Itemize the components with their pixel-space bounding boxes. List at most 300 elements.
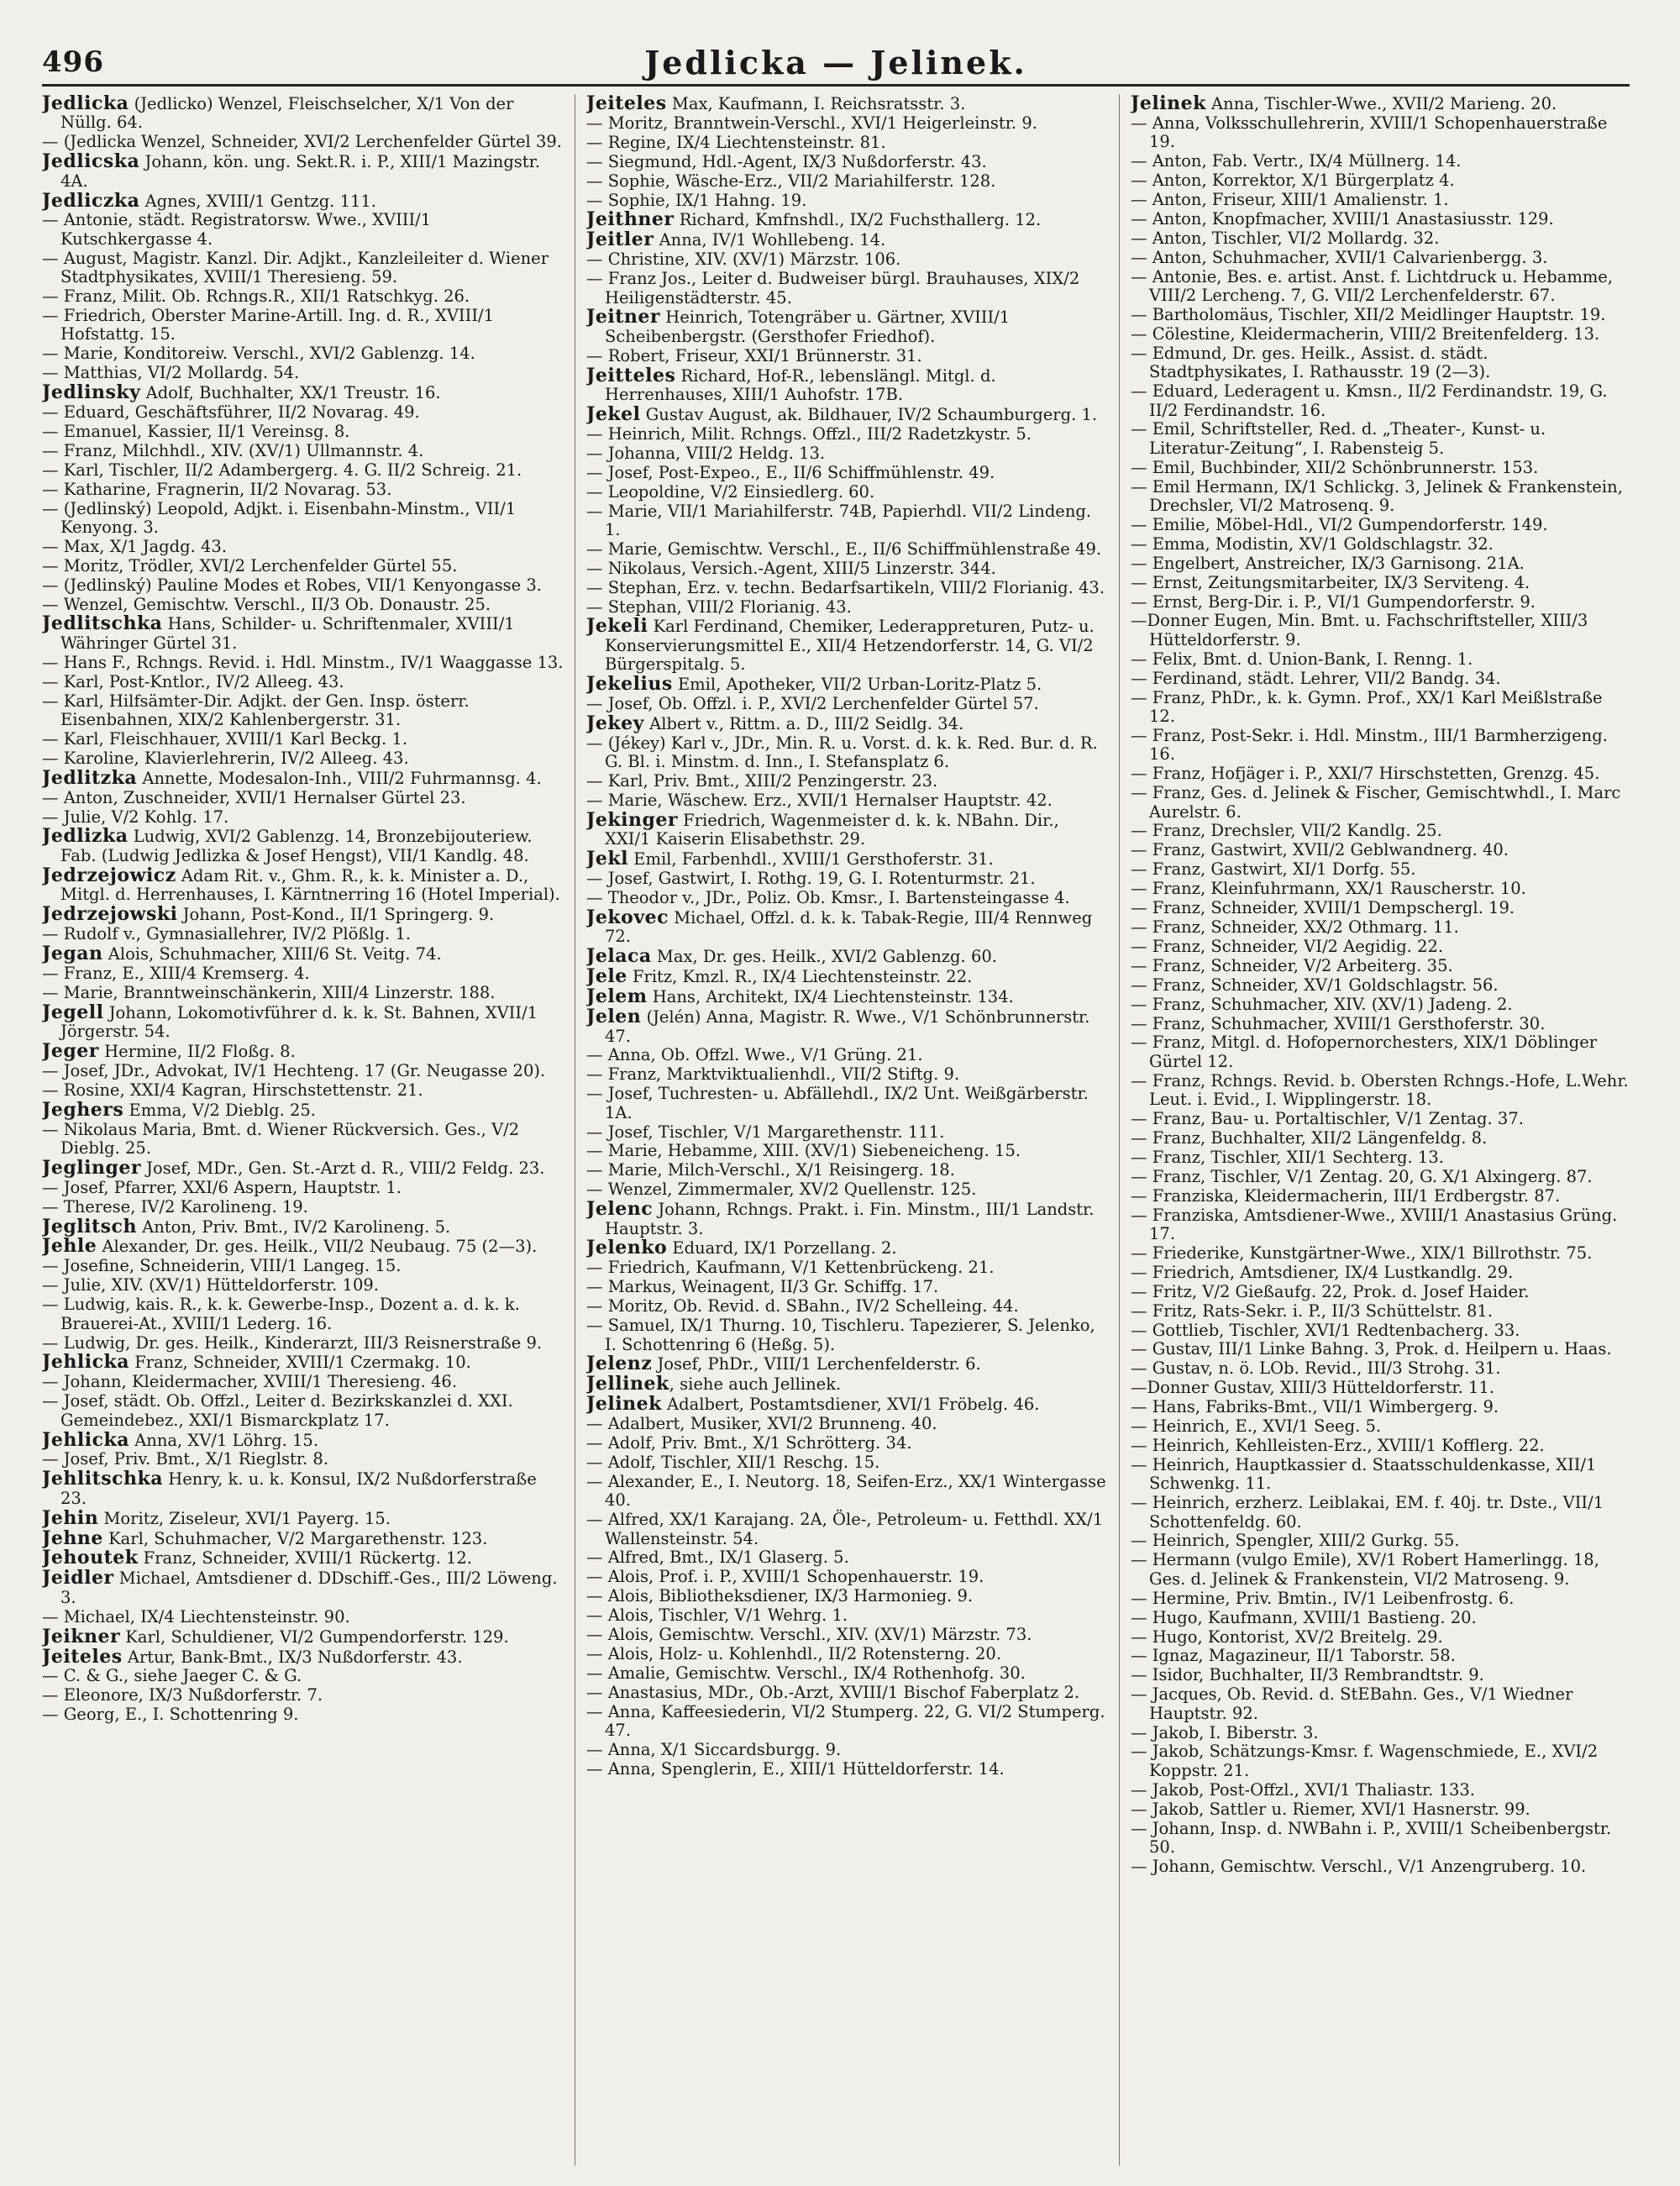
entry-surname: Jelenc [586, 1198, 654, 1221]
entry-text: — Marie, Branntweinschänkerin, XIII/4 Linzerstr. 188. [42, 982, 496, 1002]
entry-text: — Anton, Schuhmacher, XVII/1 Calvarienbergg. 3. [1131, 247, 1548, 267]
entry-text: — Leopoldine, V/2 Einsiedlerg. 60. [586, 481, 875, 502]
directory-entry [586, 1142, 1109, 1160]
entry-text: Anna, Tischler-Wwe., XVII/2 Marieng. 20. [1205, 94, 1557, 113]
entry-text: — Fritz, Rats-Sekr. i. P., II/3 Schüttelstr. 81. [1131, 1301, 1494, 1321]
entry-text: Anna, IV/1 Wohllebeng. 14. [654, 230, 886, 250]
directory-entry [1131, 478, 1630, 516]
directory-entry [42, 827, 564, 865]
directory-entry [42, 1450, 564, 1469]
directory-entry [1131, 1187, 1630, 1206]
directory-entry [42, 1428, 564, 1451]
directory-entry [586, 114, 1109, 133]
entry-text: — Josef, JDr., Advokat, IV/1 Hechteng. 17 (Gr. Neugasse 20). [42, 1060, 546, 1080]
directory-entry [586, 192, 1109, 210]
entry-text: — Jakob, Schätzungs-Kmsr. f. Wagenschmiede, E., XVI/2 Koppstr. 21. [1131, 1742, 1599, 1780]
column-3 [1131, 94, 1630, 2166]
directory-entry [586, 1065, 1109, 1084]
entry-text: Anton, Priv. Bmt., IV/2 Karolineng. 5. [136, 1216, 451, 1237]
entry-text: — Michael, IX/4 Liechtensteinstr. 90. [42, 1606, 350, 1626]
entry-surname: Jeger [42, 1039, 99, 1062]
entry-text: — Stephan, VIII/2 Florianig. 43. [586, 596, 852, 617]
directory-entry [586, 1760, 1109, 1779]
entry-text: Emil, Apotheker, VII/2 Urban-Loritz-Platz 5. [672, 675, 1042, 695]
directory-entry [42, 1003, 564, 1042]
entry-surname: Jekeli [586, 615, 648, 638]
entry-text: Emil, Farbenhdl., XVIII/1 Gersthoferstr. 31. [628, 849, 994, 870]
entry-text: — Gottlieb, Tischler, XVI/1 Redtenbacherg. 33. [1131, 1320, 1520, 1340]
entry-text: — Josef, Gastwirt, I. Rothg. 19, G. I. Rotenturmstr. 21. [586, 869, 1036, 889]
column-divider [1119, 94, 1120, 2166]
entry-text: Artur, Bank-Bmt., IX/3 Nußdorferstr. 43. [122, 1647, 463, 1667]
entry-text: Karl Ferdinand, Chemiker, Lederappreturen, Putz- u. Konservierungsmittel E., XII/4 Hetzendorferstr. 14, G. VI/2 Bürgerspitalg. 5. [605, 617, 1095, 675]
entry-text: — Karl, Fleischhauer, XVIII/1 Karl Beckg. 1. [42, 728, 408, 749]
directory-entry [42, 364, 564, 382]
entry-surname: Jeithner [586, 208, 675, 231]
directory-entry [42, 692, 564, 730]
directory-entry [1131, 191, 1630, 209]
directory-entry [586, 1415, 1109, 1433]
entry-text: Max, Dr. ges. Heilk., XVI/2 Gablenzg. 60. [651, 947, 997, 967]
entry-text: Alois, Schuhmacher, XIII/6 St. Veitg. 74. [102, 943, 442, 964]
entry-text: — Adolf, Priv. Bmt., X/1 Schrötterg. 34. [586, 1433, 912, 1453]
entry-text: Alexander, Dr. ges. Heilk., VII/2 Neubaug. 75 (2—3). [97, 1237, 538, 1257]
entry-surname: Jedlizka [42, 825, 129, 848]
entry-text: — Franz, Milit. Ob. Rchngs.R., XII/1 Ratschkyg. 26. [42, 286, 470, 307]
entry-text: — Franz, Buchhalter, XII/2 Längenfeldg. 8. [1131, 1127, 1488, 1148]
directory-entry [586, 540, 1109, 559]
entry-text: — Josef, Pfarrer, XXI/6 Aspern, Hauptstr. 1. [42, 1177, 402, 1197]
directory-entry [1131, 1398, 1630, 1416]
directory-entry [1131, 1129, 1630, 1148]
directory-entry [586, 172, 1109, 191]
entry-text: Johann, Rchngs. Prakt. i. Fin. Minstm., III/1 Landstr. Hauptstr. 3. [605, 1200, 1095, 1238]
entry-text: Gustav August, ak. Bildhauer, IV/2 Schaumburgerg. 1. [640, 405, 1098, 424]
directory-entry [1131, 516, 1630, 534]
entry-text: — Josef, Priv. Bmt., X/1 Rieglstr. 8. [42, 1449, 329, 1469]
directory-entry [1131, 249, 1630, 267]
directory-entry [586, 134, 1109, 152]
directory-entry [42, 789, 564, 807]
entry-text: — Hugo, Kontorist, XV/2 Breitelg. 29. [1131, 1626, 1443, 1647]
directory-entry [42, 211, 564, 249]
page-header [42, 40, 1630, 91]
directory-entry [586, 1645, 1109, 1663]
directory-entry [1131, 1628, 1630, 1647]
entry-text: — Nikolaus, Versich.-Agent, XIII/5 Linzerstr. 344. [586, 558, 996, 578]
directory-entry [586, 153, 1109, 171]
directory-entry [42, 1353, 564, 1372]
entry-text: — Therese, IV/2 Karolineng. 19. [42, 1196, 308, 1216]
entry-text: , siehe auch Jellinek. [669, 1374, 842, 1395]
entry-text: — Franz, Hofjäger i. P., XXI/7 Hirschstetten, Grenzg. 45. [1131, 764, 1600, 784]
directory-entry [42, 1667, 564, 1685]
entry-text: — Engelbert, Anstreicher, IX/3 Garnisong. 21A. [1131, 553, 1525, 573]
directory-entry [42, 423, 564, 441]
directory-entry [1131, 1456, 1630, 1494]
entry-surname: Jele [586, 965, 627, 988]
directory-entry [586, 1161, 1109, 1180]
directory-entry [42, 287, 564, 306]
directory-entry [586, 947, 1109, 966]
entry-text: — Stephan, Erz. v. techn. Bedarfsartikeln, VIII/2 Florianig. 43. [586, 577, 1105, 597]
entry-text: — Isidor, Buchhalter, II/3 Rembrandtstr. 9. [1131, 1665, 1484, 1685]
entry-text: Johann, Post-Kond., II/1 Springerg. 9. [177, 905, 495, 925]
directory-entry [586, 425, 1109, 444]
entry-text: — Karl, Hilfsämter-Dir. Adjkt. der Gen. Insp. österr. Eisenbahnen, XIX/2 Kahlenbergerstr. 31. [42, 691, 470, 729]
directory-entry [1131, 1168, 1630, 1186]
directory-entry [1131, 1494, 1630, 1532]
entry-text: — Rosine, XXI/4 Kagran, Hirschstettenstr. 21. [42, 1080, 423, 1100]
directory-entry [586, 366, 1109, 405]
entry-surname: Jedlitschka [42, 612, 163, 635]
entry-text: — Friedrich, Amtsdiener, IX/4 Lustkandlg. 29. [1131, 1262, 1514, 1282]
directory-entry [1131, 1647, 1630, 1665]
entry-text: — Anton, Tischler, VI/2 Mollardg. 32. [1131, 228, 1440, 248]
entry-surname: Jeglitsch [42, 1215, 137, 1238]
directory-entry [42, 673, 564, 691]
directory-entry [586, 1259, 1109, 1277]
entry-text: Max, Kaufmann, I. Reichsratsstr. 3. [666, 94, 966, 113]
directory-entry [1131, 593, 1630, 612]
entry-surname: Jekl [586, 848, 629, 870]
directory-entry [586, 908, 1109, 947]
directory-entry [586, 1316, 1109, 1354]
entry-text: Emma, V/2 Dieblg. 25. [123, 1100, 316, 1120]
entry-text: (Jedlicko) Wenzel, Fleischselcher, X/1 Von der Nüllg. 64. [60, 94, 514, 133]
directory-entry [586, 464, 1109, 482]
directory-entry [1131, 1724, 1630, 1742]
directory-entry [42, 1257, 564, 1275]
entry-surname: Jeitner [586, 306, 661, 328]
entry-text: — Jacques, Ob. Revid. d. StEBahn. Ges., V/1 Wiedner Hauptstr. 92. [1131, 1684, 1573, 1723]
entry-text: — Johanna, VIII/2 Heldg. 13. [586, 443, 826, 463]
entry-text: — (Jékey) Karl v., JDr., Min. R. u. Vorst. d. k. k. Red. Bur. d. R. G. Bl. i. Minstm. d. Inn., I. Stefansplatz 6. [586, 733, 1098, 772]
entry-text: Adam Rit. v., Ghm. R., k. k. Minister a. D., Mitgl. d. Herrenhauses, I. Kärntnerring 16 (Hotel Imperial). [60, 865, 560, 905]
entry-text: — Jakob, Sattler u. Riemer, XVI/1 Hasnerstr. 99. [1131, 1799, 1530, 1819]
entry-text: — Jakob, I. Biberstr. 3. [1131, 1722, 1319, 1742]
directory-entry [42, 730, 564, 749]
entry-surname: Jeghers [42, 1098, 124, 1121]
directory-entry [586, 1587, 1109, 1605]
directory-entry [586, 1200, 1109, 1238]
entry-text: Hermine, II/2 Floßg. 8. [98, 1041, 296, 1061]
directory-entry [586, 94, 1109, 113]
entry-text: Eduard, IX/1 Porzellang. 2. [667, 1238, 897, 1259]
directory-entry [42, 596, 564, 614]
entry-text: — Wenzel, Zimmermaler, XV/2 Quellenstr. 125. [586, 1180, 977, 1200]
entry-text: Josef, PhDr., VIII/1 Lerchenfelderstr. 6. [652, 1354, 981, 1374]
entry-text: — Eleonore, IX/3 Nußdorferstr. 7. [42, 1685, 323, 1705]
entry-text: — Ludwig, Dr. ges. Heilk., Kinderarzt, III/3 Reisnerstraße 9. [42, 1332, 543, 1353]
entry-text: — Friedrich, Kaufmann, V/1 Kettenbrückeng. 21. [586, 1258, 995, 1278]
directory-entry [1131, 1206, 1630, 1244]
directory-entry [42, 1121, 564, 1159]
entry-surname: Jedlicka [42, 94, 129, 114]
directory-entry [1131, 1033, 1630, 1071]
directory-entry [42, 1373, 564, 1391]
entry-text: — Karoline, Klavierlehrerin, IV/2 Alleeg. 43. [42, 748, 409, 768]
entry-text: — Anastasius, MDr., Ob.-Arzt, XVIII/1 Bischof Faberplatz 2. [586, 1682, 1080, 1702]
entry-text: — Samuel, IX/1 Thurng. 10, Tischleru. Tapezierer, S. Jelenko, I. Schottenring 6 (Heßg. 5). [586, 1316, 1095, 1354]
directory-entry [1131, 535, 1630, 554]
directory-entry [1131, 554, 1630, 573]
directory-entry [586, 347, 1109, 365]
directory-entry [1131, 957, 1630, 975]
entry-text: — Ernst, Zeitungsmitarbeiter, IX/3 Serviteng. 4. [1131, 572, 1530, 592]
entry-text: — Jakob, Post-Offzl., XVI/1 Thaliastr. 133. [1131, 1779, 1475, 1800]
entry-surname: Jelen [586, 1006, 642, 1028]
entry-text: — Franz Jos., Leiter d. Budweiser bürgl. Brauhauses, XIX/2 Heiligenstädterstr. 45. [586, 269, 1080, 307]
directory-entry [1131, 268, 1630, 306]
entry-text: Fritz, Kmzl. R., IX/4 Liechtensteinstr. 22. [627, 967, 973, 987]
directory-entry [586, 811, 1109, 849]
directory-entry [1131, 976, 1630, 995]
entry-text: — Katharine, Fragnerin, II/2 Novarag. 53. [42, 479, 392, 499]
entry-text: — Heinrich, erzherz. Leiblakai, EM. f. 40j. tr. Dste., VII/1 Schottenfeldg. 60. [1131, 1493, 1604, 1532]
entry-text: — Marie, VII/1 Mariahilferstr. 74B, Papierhdl. VII/2 Lindeng. 1. [586, 501, 1092, 539]
entry-text: — Marie, Gemischtw. Verschl., E., II/6 Schiffmühlenstraße 49. [586, 539, 1102, 559]
entry-text: Hans, Schilder- u. Schriftenmaler, XVIII/1 Währinger Gürtel 31. [60, 614, 515, 653]
entry-text: — Regine, IX/4 Liechtensteinstr. 81. [586, 132, 886, 152]
entry-surname: Jeglinger [42, 1156, 141, 1179]
entry-text: — Franz, Marktviktualienhdl., VII/2 Stiftg. 9. [586, 1064, 960, 1085]
directory-entry [586, 1511, 1109, 1548]
directory-entry [1131, 918, 1630, 937]
entry-text: — Franz, Rchngs. Revid. b. Obersten Rchngs.-Hofe, L.Wehr. Leut. i. Evid., I. Wipplingerstr. 18. [1131, 1070, 1629, 1110]
entry-text: — Alfred, Bmt., IX/1 Glaserg. 5. [586, 1548, 849, 1568]
directory-entry [1131, 841, 1630, 859]
entry-text: — Anna, Volksschullehrerin, XVIII/1 Schopenhauerstraße 19. [1131, 113, 1608, 152]
entry-text: — Franz, Tischler, V/1 Zentag. 20, G. X/1 Alxingerg. 87. [1131, 1166, 1593, 1186]
entry-text: — Heinrich, Hauptkassier d. Staatsschuldenkasse, XII/1 Schwenkg. 11. [1131, 1454, 1597, 1494]
entry-text: — Franz, Ges. d. Jelinek & Fischer, Gemischtwhdl., I. Marc Aurelstr. 6. [1131, 783, 1621, 822]
entry-text: — Franz, Bau- u. Portaltischler, V/1 Zentag. 37. [1131, 1109, 1524, 1129]
directory-entry [42, 1156, 564, 1179]
entry-text: — Moritz, Branntwein-Verschl., XVI/1 Heigerleinstr. 9. [586, 113, 1037, 133]
entry-text: — Friederike, Kunstgärtner-Wwe., XIX/1 Billrothstr. 75. [1131, 1243, 1593, 1263]
directory-entry [1131, 1590, 1630, 1608]
directory-entry [42, 1469, 564, 1508]
entry-text: Heinrich, Totengräber u. Gärtner, XVIII/1 Scheibenbergstr. (Gersthofer Friedhof). [605, 307, 1011, 346]
directory-entry [42, 654, 564, 672]
entry-text: — Cölestine, Kleidermacherin, VIII/2 Breitenfelderg. 13. [1131, 323, 1600, 344]
directory-entry [1131, 1742, 1630, 1780]
entry-surname: Jedlicska [42, 150, 140, 173]
directory-entry [42, 766, 564, 789]
directory-entry [586, 1626, 1109, 1644]
entry-text: — Emanuel, Kassier, II/1 Vereinsg. 8. [42, 421, 350, 441]
directory-entry [1131, 765, 1630, 783]
directory-entry [42, 383, 564, 402]
directory-entry [586, 444, 1109, 463]
entry-text: — Alois, Gemischtw. Verschl., XIV. (XV/1) Märzstr. 73. [586, 1625, 1032, 1645]
directory-entry [1131, 1244, 1630, 1263]
header-rule [42, 84, 1630, 87]
entry-surname: Jelenko [586, 1237, 668, 1259]
entry-text: — Johann, Gemischtw. Verschl., V/1 Anzengruberg. 10. [1131, 1856, 1587, 1876]
entry-text: Albert v., Rittm. a. D., III/2 Seidlg. 34. [643, 714, 964, 733]
directory-entry [1131, 152, 1630, 171]
entry-surname: Jehlitschka [42, 1468, 164, 1490]
directory-entry [586, 1684, 1109, 1702]
directory-entry [1131, 689, 1630, 727]
entry-text: — Robert, Friseur, XXI/1 Brünnerstr. 31. [586, 345, 922, 365]
entry-text: — Anna, Kaffeesiederin, VI/2 Stumperg. 22, G. VI/2 Stumperg. 47. [586, 1701, 1105, 1741]
entry-text: — Alois, Bibliotheksdiener, IX/3 Harmonieg. 9. [586, 1586, 974, 1606]
entry-text: Ludwig, XVI/2 Gablenzg. 14, Bronzebijouteriew. Fab. (Ludwig Jedlizka & Josef Hengst), VII/1 Kandlg. 48. [60, 827, 533, 865]
directory-entry [1131, 1072, 1630, 1110]
directory-entry [42, 944, 564, 964]
directory-entry [42, 1705, 564, 1724]
directory-entry [42, 1506, 564, 1529]
entry-surname: Jehoutek [42, 1547, 139, 1569]
directory-entry [586, 598, 1109, 617]
entry-text: Richard, Kmfnshdl., IX/2 Fuchsthallerg. 12. [674, 210, 1042, 230]
directory-entry [1131, 210, 1630, 229]
directory-entry [1131, 171, 1630, 190]
entry-text: — Moritz, Ob. Revid. d. SBahn., IV/2 Schelleing. 44. [586, 1296, 1019, 1316]
directory-entry [586, 210, 1109, 229]
directory-entry [586, 1434, 1109, 1453]
directory-entry [1131, 899, 1630, 917]
entry-text: — Friedrich, Oberster Marine-Artill. Ing. d. R., XVIII/1 Hofstattg. 15. [42, 305, 495, 344]
directory-entry [586, 987, 1109, 1006]
directory-entry [1131, 860, 1630, 879]
entry-text: — Ludwig, kais. R., k. k. Gewerbe-Insp., Dozent a. d. k. k. Brauerei-At., XVIII/1 Lederg. 16. [42, 1295, 520, 1333]
entry-text: — Josef, städt. Ob. Offzl., Leiter d. Bezirkskanzlei d. XXI. Gemeindebez., XXI/1 Bismarckplatz 17. [42, 1391, 513, 1430]
entry-text: Michael, Amtsdiener d. DDschiff.-Ges., III/2 Löweng. 3. [60, 1569, 558, 1607]
directory-entry [42, 1098, 564, 1121]
directory-entry [1131, 1820, 1630, 1858]
entry-text: — Alfred, XX/1 Karajang. 2A, Öle-, Petroleum- u. Fetthdl. XX/1 Wallensteinstr. 54. [586, 1510, 1104, 1548]
directory-entry [42, 808, 564, 827]
directory-entry [1131, 229, 1630, 248]
entry-text: —Donner Eugen, Min. Bmt. u. Fachschriftsteller, XIII/3 Hütteldorferstr. 9. [1131, 611, 1588, 649]
entry-text: — Johann, Insp. d. NWBahn i. P., XVIII/1 Scheibenbergstr. 50. [1131, 1818, 1612, 1857]
directory-entry [586, 1007, 1109, 1046]
directory-entry [586, 1664, 1109, 1683]
entry-text: — Emil Hermann, IX/1 Schlickg. 3, Jelinek & Frankenstein, Drechsler, VI/2 Matrosenq. 9. [1131, 476, 1623, 516]
directory-entry [586, 695, 1109, 713]
entry-text: — Marie, Hebamme, XIII. (XV/1) Siebeneicheng. 15. [586, 1141, 1021, 1161]
directory-entry [586, 791, 1109, 810]
entry-text: — Heinrich, Spengler, XIII/2 Gurkg. 55. [1131, 1531, 1460, 1551]
directory-entry [586, 1123, 1109, 1142]
entry-text: — Alois, Holz- u. Kohlenhdl., II/2 Rotensterng. 20. [586, 1644, 1002, 1663]
entry-text: — Siegmund, Hdl.-Agent, IX/3 Nußdorferstr. 43. [586, 151, 987, 171]
directory-entry [1131, 306, 1630, 324]
directory-entry [1131, 382, 1630, 420]
directory-entry [586, 1453, 1109, 1472]
entry-text: — Hermine, Priv. Bmtin., IV/1 Leibenfrostg. 6. [1131, 1588, 1515, 1608]
directory-entry [1131, 1264, 1630, 1282]
entry-surname: Jeidler [42, 1567, 114, 1590]
directory-entry [42, 152, 564, 191]
entry-text: — Josef, Post-Expeo., E., II/6 Schiffmühlenstr. 49. [586, 462, 995, 482]
entry-text: Johann, kön. ung. Sekt.R. i. P., XIII/1 Mazingstr. 4A. [60, 152, 541, 191]
directory-entry [42, 614, 564, 653]
directory-entry [586, 714, 1109, 733]
directory-entry [42, 905, 564, 924]
entry-text: — Franz, Drechsler, VII/2 Kandlg. 25. [1131, 821, 1442, 841]
entry-text: — Franz, Post-Sekr. i. Hdl. Minstm., III/1 Barmherzigeng. 16. [1131, 725, 1608, 765]
directory-entry [586, 1741, 1109, 1759]
directory-entry [586, 849, 1109, 869]
entry-text: — Heinrich, Kehlleisten-Erz., XVIII/1 Kofflerg. 22. [1131, 1435, 1545, 1455]
directory-entry [42, 964, 564, 983]
entry-surname: Jellinek [586, 1373, 669, 1395]
directory-entry [42, 481, 564, 499]
entry-surname: Jelinek [1131, 94, 1206, 114]
entry-text: Anna, XV/1 Löhrg. 15. [129, 1430, 319, 1450]
entry-text: — Hans, Fabriks-Bmt., VII/1 Wimbergerg. 9. [1131, 1397, 1499, 1417]
entry-surname: Jekovec [586, 906, 669, 929]
directory-entry [42, 1608, 564, 1626]
entry-text: — Emil, Schriftsteller, Red. d. „Theater-, Kunst- u. Literatur-Zeitung“, I. Rabensteig 5. [1131, 419, 1546, 458]
entry-text: — Marie, Wäschew. Erz., XVII/1 Hernalser Hauptstr. 42. [586, 791, 1053, 811]
entry-text: — Anna, Ob. Offzl. Wwe., V/1 Grüng. 21. [586, 1045, 923, 1065]
entry-text: Agnes, XVIII/1 Gentzg. 111. [139, 191, 376, 211]
directory-entry [42, 984, 564, 1002]
directory-entry [42, 1295, 564, 1333]
entry-text: Karl, Schuhmacher, V/2 Margarethenstr. 123. [102, 1528, 488, 1548]
directory-entry [586, 1297, 1109, 1316]
entry-text: Adolf, Buchhalter, XX/1 Treustr. 16. [140, 383, 441, 403]
entry-surname: Jelem [586, 985, 648, 1008]
directory-entry [1131, 1685, 1630, 1723]
entry-text: — Moritz, Trödler, XVI/2 Lerchenfelder Gürtel 55. [42, 555, 458, 575]
entry-surname: Jelinek [586, 1393, 662, 1416]
directory-entry [42, 442, 564, 460]
entry-text: Henry, k. u. k. Konsul, IX/2 Nußdorferstraße 23. [60, 1469, 537, 1508]
entry-text: Franz, Schneider, XVIII/1 Czermakg. 10. [129, 1353, 471, 1373]
entry-text: — Alois, Prof. i. P., XVIII/1 Schopenhauerstr. 19. [586, 1567, 984, 1587]
directory-entry [1131, 996, 1630, 1014]
entry-text: — Marie, Konditoreiw. Verschl., XVI/2 Gablenzg. 14. [42, 344, 475, 364]
entry-text: — Anna, Spenglerin, E., XIII/1 Hütteldorferstr. 14. [586, 1758, 1005, 1779]
entry-text: — Julie, XIV. (XV/1) Hütteldorferstr. 109. [42, 1275, 379, 1295]
entry-text: — Franz, Schneider, XV/1 Goldschlagstr. 56. [1131, 975, 1499, 995]
entry-text: — Franziska, Amtsdiener-Wwe., XVIII/1 Anastasius Grüng. 17. [1131, 1205, 1618, 1243]
directory-entry [586, 250, 1109, 269]
entry-text: — Anton, Knopfmacher, XVIII/1 Anastasiusstr. 129. [1131, 208, 1554, 229]
entry-text: — Eduard, Geschäftsführer, II/2 Novarag. 49. [42, 402, 420, 422]
entry-text: — Amalie, Gemischtw. Verschl., IX/4 Rothenhofg. 30. [586, 1663, 1026, 1683]
directory-entry [1131, 574, 1630, 592]
entry-text: — Josefine, Schneiderin, VIII/1 Langeg. 15. [42, 1256, 402, 1276]
column-2 [586, 94, 1109, 2166]
directory-entry [1131, 1110, 1630, 1128]
directory-entry [1131, 670, 1630, 688]
entry-text: — Felix, Bmt. d. Union-Bank, I. Renng. 1. [1131, 649, 1473, 669]
entry-text: — Anton, Friseur, XIII/1 Amalienstr. 1. [1131, 190, 1449, 210]
entry-text: — Karl, Priv. Bmt., XIII/2 Penzingerstr. 23. [586, 771, 938, 791]
directory-entry [42, 538, 564, 556]
entry-text: — Ferdinand, städt. Lehrer, VII/2 Bandg. 34. [1131, 668, 1501, 688]
entry-surname: Jehlicka [42, 1351, 130, 1374]
directory-entry [1131, 727, 1630, 765]
entry-text: — Bartholomäus, Tischler, XII/2 Meidlinger Hauptstr. 19. [1131, 304, 1606, 324]
entry-text: — Josef, Tuchresten- u. Abfällehdl., IX/2 Unt. Weißgärberstr. 1A. [586, 1084, 1089, 1122]
directory-entry [586, 1180, 1109, 1199]
entry-surname: Jedrzejowicz [42, 864, 176, 886]
entry-surname: Jedrzejowski [42, 903, 178, 926]
directory-entry [1131, 1302, 1630, 1321]
entry-text: — Alexander, E., I. Neutorg. 18, Seifen-Erz., XX/1 Wintergasse 40. [586, 1471, 1106, 1511]
page-number: 496 [42, 45, 104, 79]
entry-text: — (Jedlinský) Leopold, Adjkt. i. Eisenbahn-Minstm., VII/1 Kenyong. 3. [42, 498, 517, 537]
